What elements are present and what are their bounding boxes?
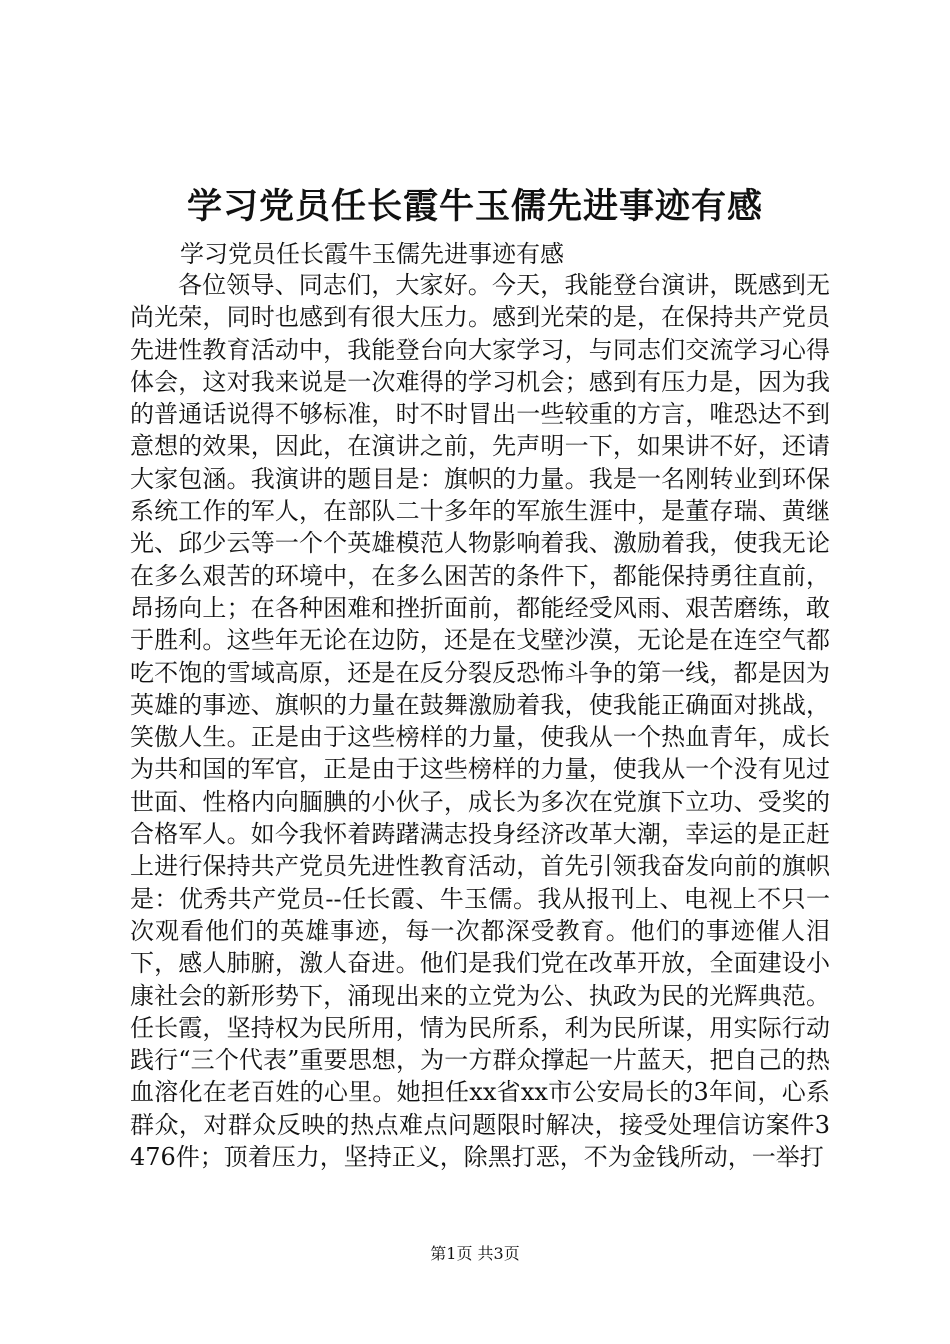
body-paragraph: 各位领导、同志们，大家好。今天，我能登台演讲，既感到无尚光荣，同时也感到有很大压力。感到光荣的是，在保持共产党员先进性教育活动中，我能登台向大家学习，与同志们交流学习心得体会，这对我来说是一次难得的学习机会；感到有压力是，因为我的普通话说得不够标准，时不时冒出一些较重的方言，唯恐达不到意想的效果，因此，在演讲之前，先声明一下，如果讲不好，还请大家包涵。我演讲的题目是：旗帜的力量。我是一名刚转业到环保系统工作的军人，在部队二十多年的军旅生涯中，是董存瑞、黄继光、邱少云等一个个英雄模范人物影响着我、激励着我，使我无论在多么艰苦的环境中，在多么困苦的条件下，都能保持勇往直前，昂扬向上；在各种困难和挫折面前，都能经受风雨、艰苦磨练，敢于胜利。这些年无论在边防，还是在戈壁沙漠，无论是在连空气都吃不饱的雪域高原，还是在反分裂反恐怖斗争的第一线，都是因为英雄的事迹、旗帜的力量在鼓舞激励着我，使我能正确面对挑战，笑傲人生。正是由于这些榜样的力量，使我从一个热血青年，成长为共和国的军官，正是由于这些榜样的力量，使我从一个没有见过世面、性格内向腼腆的小伙子，成长为多次在党旗下立功、受奖的合格军人。如今我怀着踌躇满志投身经济改革大潮，幸运的是正赶上进行保持共产党员先进性教育活动，首先引领我奋发向前的旗帜是：优秀共产党员--任长霞、牛玉儒。我从报刊上、电视上不只一次观看他们的英雄事迹，每一次都深受教育。他们的事迹催人泪下，感人肺腑，激人奋进。他们是我们党在改革开放，全面建设小康社会的新形势下，涌现出来的立党为公、执政为民的光辉典范。任长霞，坚持权为民所用，情为民所系，利为民所谋，用实际行动践行“三个代表”重要思想，为一方群众撑起一片蓝天，把自己的热血溶化在老百姓的心里。她担任xx省xx市公安局长的3年间，心系群众，对群众反映的热点难点问题限时解决，接受处理信访案件3476件；顶着压力，坚持正义，除黑打恶，不为金钱所动，一举打 bbox=[130, 271, 830, 1172]
document-subtitle: 学习党员任长霞牛玉儒先进事迹有感 bbox=[180, 240, 564, 268]
document-title: 学习党员任长霞牛玉儒先进事迹有感 bbox=[186, 186, 763, 227]
page-footer: 第1页 共3页 bbox=[430, 1244, 520, 1263]
